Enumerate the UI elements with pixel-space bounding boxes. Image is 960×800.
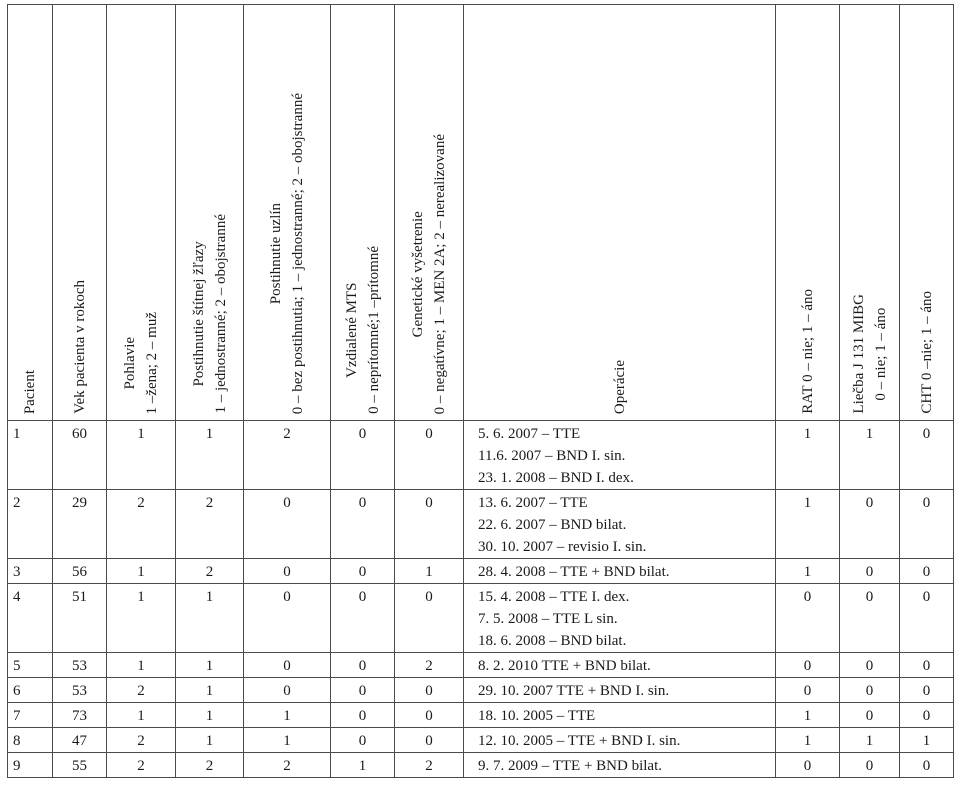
- table-row: [8, 421, 954, 490]
- column-header-rat: [776, 5, 840, 421]
- cell-mts: 0: [331, 559, 395, 584]
- cell-operacie: [464, 584, 776, 653]
- column-header-operacie: [464, 5, 776, 421]
- column-header-pohlavie: [107, 5, 176, 421]
- cell-mts: 0: [331, 653, 395, 678]
- operation-line: 18. 6. 2008 – BND bilat.: [478, 633, 627, 649]
- header-text-line: Operácie: [611, 359, 628, 414]
- cell-uzliny: 0: [244, 584, 331, 653]
- cell-pohlavie: 2: [107, 728, 176, 753]
- cell-pohlavie: 2: [107, 678, 176, 703]
- cell-pacient: 8: [8, 728, 53, 753]
- cell-cht: 1: [900, 728, 954, 753]
- cell-cht: 0: [900, 653, 954, 678]
- operation-line: 28. 4. 2008 – TTE + BND bilat.: [478, 564, 670, 580]
- cell-rat: 0: [776, 584, 840, 653]
- table-row: [8, 753, 954, 778]
- cell-rat: 1: [776, 559, 840, 584]
- header-row: [8, 5, 954, 421]
- cell-operacie: [464, 490, 776, 559]
- cell-operacie: [464, 653, 776, 678]
- operation-line: 30. 10. 2007 – revisio I. sin.: [478, 539, 647, 555]
- cell-vek: 56: [53, 559, 107, 584]
- header-text-line: Liečba J 131 MIBG: [850, 294, 867, 414]
- table-row: [8, 678, 954, 703]
- table-row: [8, 703, 954, 728]
- header-text-line: RAT 0 – nie; 1 – áno: [799, 289, 816, 414]
- cell-pohlavie: 1: [107, 653, 176, 678]
- cell-genet: 0: [395, 703, 464, 728]
- cell-stitna: 2: [176, 490, 244, 559]
- operation-line: 12. 10. 2005 – TTE + BND I. sin.: [478, 733, 681, 749]
- cell-uzliny: 0: [244, 559, 331, 584]
- cell-vek: 53: [53, 653, 107, 678]
- cell-liecba: 0: [840, 753, 900, 778]
- cell-genet: 0: [395, 678, 464, 703]
- operation-line: 11.6. 2007 – BND I. sin.: [478, 448, 626, 464]
- cell-pacient: 7: [8, 703, 53, 728]
- cell-genet: 2: [395, 653, 464, 678]
- cell-stitna: 1: [176, 678, 244, 703]
- cell-liecba: 0: [840, 703, 900, 728]
- cell-vek: 55: [53, 753, 107, 778]
- cell-operacie: [464, 559, 776, 584]
- header-text-line: 0 – nie; 1 – áno: [872, 307, 889, 401]
- column-header-pacient: [8, 5, 53, 421]
- table-row: [8, 728, 954, 753]
- cell-rat: 0: [776, 653, 840, 678]
- cell-liecba: 0: [840, 653, 900, 678]
- operation-line: 18. 10. 2005 – TTE: [478, 708, 596, 724]
- cell-pacient: 4: [8, 584, 53, 653]
- cell-uzliny: 1: [244, 703, 331, 728]
- cell-genet: 1: [395, 559, 464, 584]
- cell-operacie: [464, 703, 776, 728]
- operation-line: 5. 6. 2007 – TTE: [478, 426, 581, 442]
- cell-stitna: 2: [176, 753, 244, 778]
- column-header-mts: [331, 5, 395, 421]
- column-header-vek: [53, 5, 107, 421]
- cell-vek: 29: [53, 490, 107, 559]
- header-text-line: 1 –žena; 2 – muž: [144, 311, 160, 414]
- cell-cht: 0: [900, 584, 954, 653]
- cell-stitna: 1: [176, 421, 244, 490]
- cell-uzliny: 2: [244, 421, 331, 490]
- cell-mts: 1: [331, 753, 395, 778]
- cell-uzliny: 1: [244, 728, 331, 753]
- cell-pohlavie: 1: [107, 584, 176, 653]
- cell-pacient: 3: [8, 559, 53, 584]
- cell-uzliny: 0: [244, 653, 331, 678]
- cell-rat: 0: [776, 678, 840, 703]
- cell-operacie: [464, 421, 776, 490]
- cell-pohlavie: 1: [107, 559, 176, 584]
- cell-vek: 53: [53, 678, 107, 703]
- cell-cht: 0: [900, 678, 954, 703]
- cell-genet: 2: [395, 753, 464, 778]
- operation-line: 23. 1. 2008 – BND I. dex.: [478, 470, 634, 486]
- cell-vek: 60: [53, 421, 107, 490]
- cell-operacie: [464, 753, 776, 778]
- cell-operacie: [464, 728, 776, 753]
- cell-pohlavie: 1: [107, 703, 176, 728]
- cell-uzliny: 0: [244, 490, 331, 559]
- cell-pacient: 2: [8, 490, 53, 559]
- header-text-line: Pohlavie: [122, 336, 138, 390]
- table-row: [8, 653, 954, 678]
- column-header-liecba: [840, 5, 900, 421]
- cell-liecba: 0: [840, 584, 900, 653]
- cell-pacient: 1: [8, 421, 53, 490]
- cell-stitna: 1: [176, 728, 244, 753]
- cell-vek: 51: [53, 584, 107, 653]
- cell-pohlavie: 2: [107, 753, 176, 778]
- column-header-genet: [395, 5, 464, 421]
- column-header-cht: [900, 5, 954, 421]
- header-text-line: Vzdialené MTS: [343, 282, 360, 378]
- cell-stitna: 1: [176, 653, 244, 678]
- cell-stitna: 1: [176, 703, 244, 728]
- cell-liecba: 1: [840, 728, 900, 753]
- cell-liecba: 1: [840, 421, 900, 490]
- cell-uzliny: 2: [244, 753, 331, 778]
- header-text-line: 0 – negatívne; 1 – MEN 2A; 2 – nerealizované: [432, 133, 448, 414]
- cell-uzliny: 0: [244, 678, 331, 703]
- cell-genet: 0: [395, 728, 464, 753]
- column-header-uzliny: [244, 5, 331, 421]
- cell-rat: 0: [776, 753, 840, 778]
- cell-vek: 47: [53, 728, 107, 753]
- column-header-stitna: [176, 5, 244, 421]
- cell-cht: 0: [900, 559, 954, 584]
- operation-line: 9. 7. 2009 – TTE + BND bilat.: [478, 758, 663, 774]
- cell-genet: 0: [395, 490, 464, 559]
- cell-pacient: 9: [8, 753, 53, 778]
- cell-mts: 0: [331, 728, 395, 753]
- header-text-line: Postihnutie štítnej žľazy: [190, 241, 207, 387]
- header-text-line: 1 – jednostranné; 2 – obojstranné: [212, 214, 229, 414]
- operation-line: 7. 5. 2008 – TTE L sin.: [478, 611, 618, 627]
- cell-genet: 0: [395, 421, 464, 490]
- cell-mts: 0: [331, 421, 395, 490]
- header-text-line: Postihnutie uzlín: [268, 202, 284, 305]
- cell-rat: 1: [776, 421, 840, 490]
- cell-pohlavie: 2: [107, 490, 176, 559]
- cell-rat: 1: [776, 703, 840, 728]
- cell-pohlavie: 1: [107, 421, 176, 490]
- cell-mts: 0: [331, 490, 395, 559]
- header-text-line: Vek pacienta v rokoch: [71, 280, 88, 414]
- cell-vek: 73: [53, 703, 107, 728]
- operation-line: 8. 2. 2010 TTE + BND bilat.: [478, 658, 651, 674]
- table-row: [8, 490, 954, 559]
- operation-line: 13. 6. 2007 – TTE: [478, 495, 588, 511]
- cell-pacient: 5: [8, 653, 53, 678]
- cell-liecba: 0: [840, 678, 900, 703]
- operation-line: 22. 6. 2007 – BND bilat.: [478, 517, 627, 533]
- header-text-line: 0 – neprítomné;1 –prítomné: [365, 246, 382, 414]
- operation-line: 15. 4. 2008 – TTE I. dex.: [478, 589, 630, 605]
- header-text-line: Pacient: [22, 369, 38, 414]
- cell-liecba: 0: [840, 490, 900, 559]
- cell-cht: 0: [900, 490, 954, 559]
- header-text-line: 0 – bez postihnutia; 1 – jednostranné; 2 – obojstranné: [290, 92, 306, 414]
- header-text-line: Genetické vyšetrenie: [410, 210, 426, 337]
- cell-cht: 0: [900, 703, 954, 728]
- cell-genet: 0: [395, 584, 464, 653]
- cell-pacient: 6: [8, 678, 53, 703]
- table-row: [8, 584, 954, 653]
- table-body: [8, 421, 954, 778]
- cell-mts: 0: [331, 584, 395, 653]
- cell-cht: 0: [900, 753, 954, 778]
- operation-line: 29. 10. 2007 TTE + BND I. sin.: [478, 683, 670, 699]
- header-text-line: CHT 0 –nie; 1 – áno: [918, 291, 935, 414]
- cell-liecba: 0: [840, 559, 900, 584]
- cell-rat: 1: [776, 728, 840, 753]
- cell-operacie: [464, 678, 776, 703]
- cell-stitna: 2: [176, 559, 244, 584]
- cell-cht: 0: [900, 421, 954, 490]
- table-row: [8, 559, 954, 584]
- cell-mts: 0: [331, 678, 395, 703]
- cell-rat: 1: [776, 490, 840, 559]
- patient-table: [7, 4, 954, 778]
- cell-mts: 0: [331, 703, 395, 728]
- cell-stitna: 1: [176, 584, 244, 653]
